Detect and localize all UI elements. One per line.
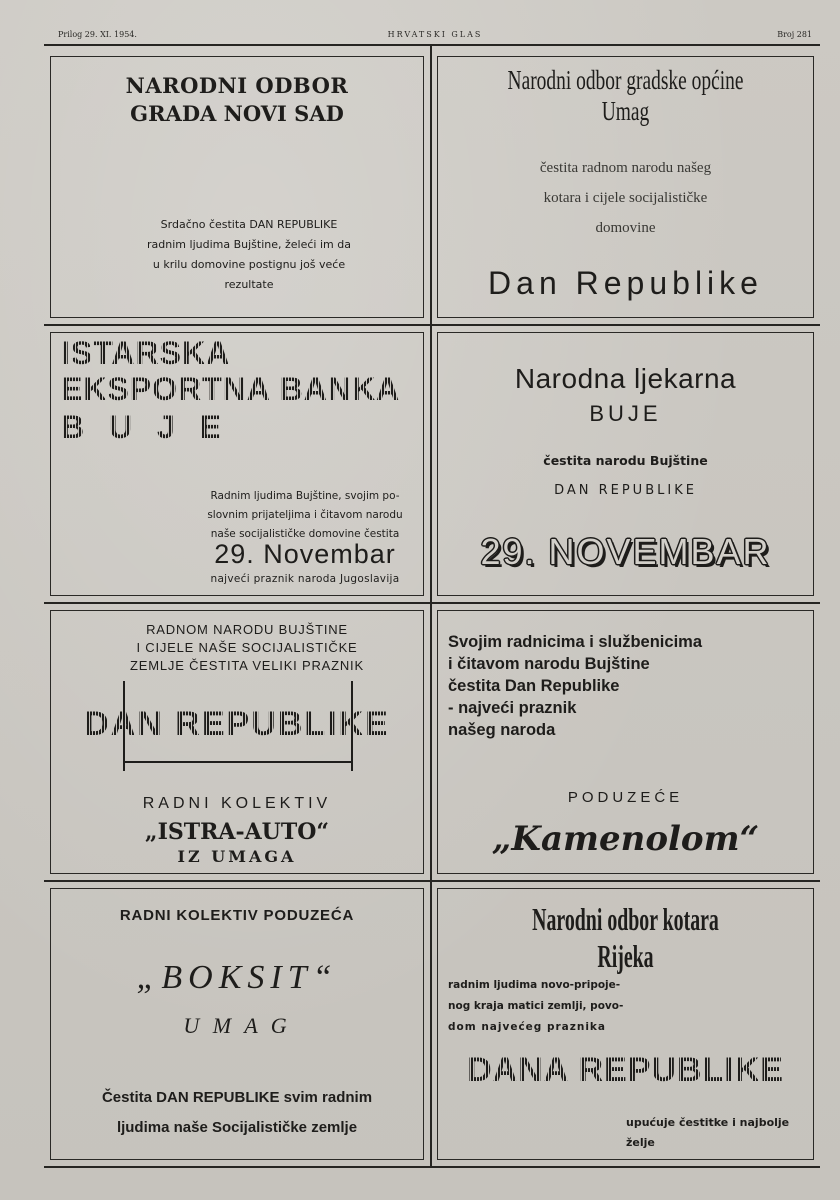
ad1-body — [131, 215, 367, 295]
ad3-body-line: Radnim ljudima Bujštine, svojim po- — [210, 490, 400, 502]
ad1-body-line: rezultate — [224, 278, 274, 291]
ad8-body-line: nog kraja matici zemlji, povo- — [448, 1000, 624, 1012]
ad2-body — [438, 153, 813, 243]
ad2-big-text: Dan Republike — [488, 265, 763, 301]
ad7-title: RADNI KOLEKTIV PODUZEĆA — [119, 907, 355, 924]
ad-kamenolom — [437, 610, 814, 874]
ad7-body-line: Čestita DAN REPUBLIKE svim radnim — [101, 1089, 373, 1106]
ad2-title: Narodni odbor gradske općine Umag — [507, 65, 744, 126]
ad2-body-line: čestita radnom narodu našeg — [539, 160, 712, 176]
ad7-body-line: ljudima naše Socijalističke zemlje — [116, 1119, 358, 1136]
ad2-body-line: domovine — [595, 220, 656, 236]
ad5-big-text: DAN REPUBLIKE — [51, 705, 423, 744]
ad4-title: Narodna ljekarna — [514, 363, 737, 394]
ad8-body — [448, 975, 623, 1038]
ad8-tail-line: želje — [626, 1136, 655, 1149]
row-divider-3 — [44, 880, 820, 882]
ad-kotar-rijeka — [437, 888, 814, 1160]
ad4-place: BUJE — [589, 401, 662, 426]
ad6-company-label: PODUZEĆE — [567, 789, 684, 806]
ad-umag-municipality — [437, 56, 814, 318]
ad7-company: „BOKSIT“ — [136, 959, 338, 996]
ad5-bracket-bottom — [123, 761, 353, 763]
row-divider-2 — [44, 602, 820, 604]
ad-ljekarna-buje — [437, 332, 814, 596]
ad2-body-line: kotara i cijele socijalističke — [543, 190, 708, 206]
ad3-date: 29. Novembar — [214, 539, 396, 569]
ad3-body — [191, 487, 419, 544]
ad5-collective: RADNI KOLEKTIV — [142, 795, 332, 812]
ad8-title: Narodni odbor kotara Rijeka — [532, 901, 719, 974]
ad6-company: „Kamenolom“ — [491, 819, 760, 859]
row-divider-1 — [44, 324, 820, 326]
ad5-top-line: RADNOM NARODU BUJŠTINE — [146, 622, 348, 637]
ad-novi-sad — [50, 56, 424, 318]
ad8-tail-line: upućuje čestitke i najbolje — [626, 1116, 790, 1129]
ad6-text — [448, 631, 702, 741]
page-header — [58, 28, 812, 42]
ad8-tail — [626, 1113, 789, 1153]
ad5-company: „ISTRA-AUTO“ — [144, 819, 330, 845]
ad6-line: - najveći praznik — [448, 699, 577, 717]
ad5-place: IZ UMAGA — [177, 847, 297, 866]
ad1-body-line: Srdačno čestita DAN REPUBLIKE — [160, 218, 338, 231]
ad8-body-line: dom najvećeg praznika — [448, 1021, 607, 1033]
ad-istarska-banka — [50, 332, 424, 596]
ad6-line: našeg naroda — [448, 721, 556, 739]
header-date: Prilog 29. XI. 1954. — [58, 30, 137, 39]
ad8-big-text: DANA REPUBLIKE — [438, 1051, 813, 1090]
ad7-body — [51, 1083, 423, 1143]
header-rule — [44, 44, 820, 46]
ad5-top-text — [91, 621, 403, 675]
ad6-line: i čitavom narodu Bujštine — [448, 655, 650, 673]
ad4-line2: DAN REPUBLIKE — [554, 483, 697, 498]
header-issue-number: Broj 281 — [777, 30, 812, 39]
ad-istra-auto — [50, 610, 424, 874]
ad5-top-line: ZEMLJE ČESTITA VELIKI PRAZNIK — [130, 658, 364, 673]
ad6-line: Svojim radnicima i službenicima — [448, 633, 703, 651]
ad1-title-line2: GRADA NOVI SAD — [130, 101, 344, 126]
ad-boksit — [50, 888, 424, 1160]
ad6-line: čestita Dan Republike — [448, 677, 620, 695]
ad3-body-line: slovnim prijateljima i čitavom narodu — [207, 509, 403, 521]
ad4-date: 29. NOVEMBAR — [480, 531, 771, 572]
ad1-body-line: u krilu domovine postignu još veće — [152, 258, 346, 271]
ad4-line1: čestita narodu Bujštine — [543, 453, 708, 468]
ad1-body-line: radnim ljudima Bujštine, želeći im da — [147, 238, 351, 251]
ad3-body-line: naše socijalističke domovine čestita — [210, 528, 400, 540]
column-divider — [430, 44, 432, 1166]
bottom-rule — [44, 1166, 820, 1168]
ad3-tail: najveći praznik naroda Jugoslavija — [210, 573, 400, 585]
ad5-top-line: I CIJELE NAŠE SOCIJALISTIČKE — [136, 640, 358, 655]
header-newspaper-name: HRVATSKI GLAS — [387, 30, 483, 39]
ad3-title-line2: EKSPORTNA BANKA — [61, 371, 401, 407]
ad1-title-line1: NARODNI ODBOR — [125, 73, 349, 98]
ad3-title-line3: B U J E — [61, 409, 230, 445]
ad7-place: U M A G — [183, 1013, 291, 1038]
ad8-body-line: radnim ljudima novo-pripoje- — [448, 979, 621, 991]
ad3-title-line1: ISTARSKA — [61, 335, 231, 371]
